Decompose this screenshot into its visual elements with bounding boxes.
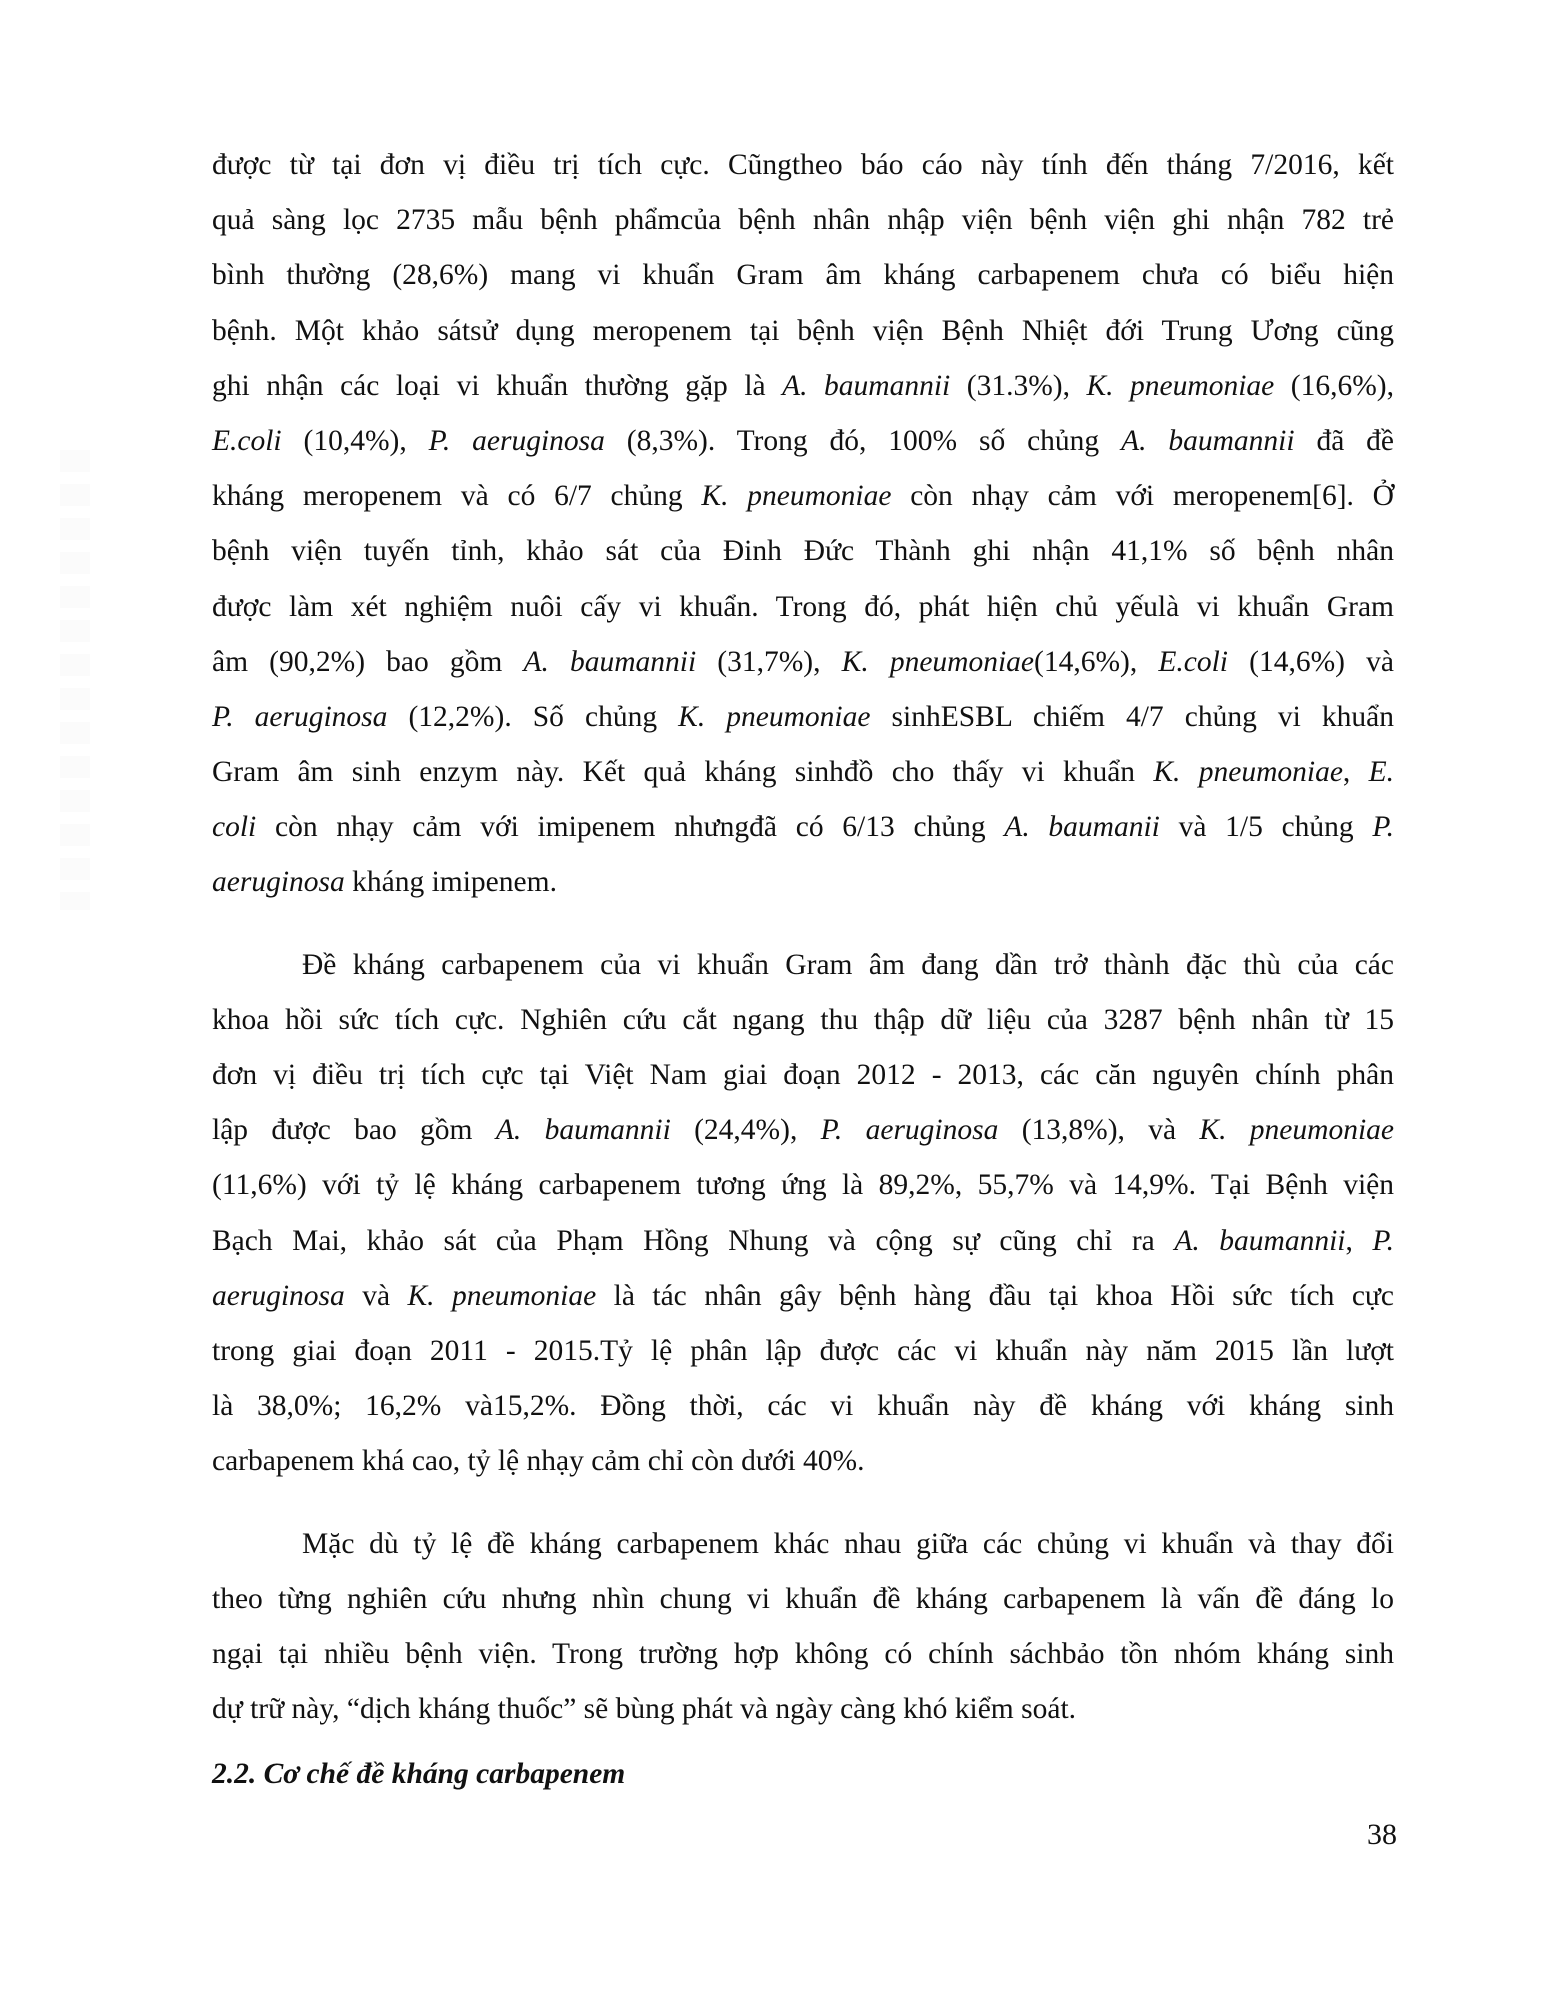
text-run: trong giai đoạn 2011 - 2015.Tỷ lệ phân lập được các vi khuẩn này năm 2015 lần lượt (212, 1334, 1394, 1367)
text-line (212, 138, 1394, 193)
text-line (212, 1379, 1394, 1434)
italic-species-name: P. (1372, 811, 1394, 844)
italic-species-name: E.coli (1158, 645, 1229, 678)
text-line (212, 1517, 1394, 1572)
text-run: Gram âm sinh enzym này. Kết quả kháng sinhđồ cho thấy vi khuẩn (212, 756, 1154, 789)
text-line (212, 1682, 1394, 1737)
text-line (212, 1324, 1394, 1379)
italic-species-name: A. baumannii (495, 1114, 671, 1147)
italic-species-name: A. baumannii (1121, 424, 1295, 457)
text-run: được làm xét nghiệm nuôi cấy vi khuẩn. Trong đó, phát hiện chủ yếulà vi khuẩn Gram (212, 590, 1394, 623)
italic-species-name: aeruginosa (212, 1279, 345, 1312)
text-run: , (1342, 756, 1369, 789)
paragraphs-container (212, 138, 1394, 1737)
section-heading: 2.2. Cơ chế đề kháng carbapenem (212, 1758, 626, 1791)
text-run: bình thường (28,6%) mang vi khuẩn Gram âm kháng carbapenem chưa có biểu hiện (212, 259, 1394, 292)
text-run: quả sàng lọc 2735 mẫu bệnh phẩmcủa bệnh nhân nhập viện bệnh viện ghi nhận 782 trẻ (212, 204, 1394, 237)
italic-species-name: A. baumannii (523, 645, 697, 678)
italic-species-name: K. pneumoniae (407, 1279, 597, 1312)
text-line (212, 800, 1394, 855)
body-text (212, 138, 1394, 1802)
text-line (212, 193, 1394, 248)
text-run: (13,8%), và (998, 1114, 1200, 1147)
text-run: kháng meropenem và có 6/7 chủng (212, 480, 702, 513)
italic-species-name: aeruginosa (212, 866, 345, 899)
italic-species-name: coli (212, 811, 257, 844)
italic-species-name: K. pneumoniae (701, 480, 892, 513)
text-run: (24,4%), (670, 1114, 821, 1147)
text-line (212, 1103, 1394, 1158)
text-line (212, 359, 1394, 414)
paragraph (212, 1517, 1394, 1738)
italic-species-name: P. aeruginosa (820, 1114, 999, 1147)
text-run: (8,3%). Trong đó, 100% số chủng (604, 424, 1122, 457)
text-run: và 1/5 chủng (1159, 811, 1373, 844)
text-run: đơn vị điều trị tích cực tại Việt Nam giai đoạn 2012 - 2013, các căn nguyên chính phân (212, 1059, 1394, 1091)
text-run: Mặc dù tỷ lệ đề kháng carbapenem khác nhau giữa các chủng vi khuẩn và thay đổi (302, 1527, 1394, 1560)
text-line (212, 469, 1394, 524)
text-run: lập được bao gồm (212, 1114, 496, 1147)
text-line (212, 248, 1394, 303)
text-line (212, 1269, 1394, 1324)
text-line (212, 1572, 1394, 1627)
paragraph (212, 938, 1394, 1490)
text-run: dự trữ này, “dịch kháng thuốc” sẽ bùng phát và ngày càng khó kiểm soát. (212, 1693, 1077, 1726)
italic-species-name: K. pneumoniae (1199, 1114, 1394, 1147)
text-run: âm (90,2%) bao gồm (212, 645, 524, 678)
text-line (212, 635, 1394, 690)
italic-species-name: K. pneumoniae (678, 700, 871, 733)
text-run: (16,6%), (1274, 369, 1394, 402)
text-run: , (1345, 1224, 1373, 1257)
text-line (212, 1434, 1394, 1489)
text-line (212, 938, 1394, 993)
text-run: (11,6%) với tỷ lệ kháng carbapenem tương ứng là 89,2%, 55,7% và 14,9%. Tại Bệnh viện (212, 1169, 1394, 1202)
text-run: carbapenem khá cao, tỷ lệ nhạy cảm chỉ còn dưới 40%. (212, 1445, 865, 1478)
italic-species-name: P. (1372, 1224, 1395, 1257)
text-line (212, 993, 1394, 1048)
text-run: Đề kháng carbapenem của vi khuẩn Gram âm đang dần trở thành đặc thù của các (302, 948, 1394, 981)
text-run: khoa hồi sức tích cực. Nghiên cứu cắt ngang thu thập dữ liệu của 3287 bệnh nhân từ 15 (212, 1003, 1394, 1036)
italic-species-name: A. baumannii (782, 369, 951, 402)
text-run: còn nhạy cảm với meropenem[6]. Ở (891, 480, 1394, 513)
italic-species-name: K. pneumoniae (841, 645, 1035, 678)
text-line (212, 855, 1394, 910)
text-run: (12,2%). Số chủng (387, 700, 679, 733)
text-line (212, 1048, 1394, 1103)
italic-species-name: E. (1368, 756, 1395, 789)
italic-species-name: K. pneumoniae (1153, 756, 1343, 789)
text-line (212, 304, 1394, 359)
page-number: 38 (1367, 1818, 1397, 1851)
text-run: còn nhạy cảm với imipenem nhưngđã có 6/13 chủng (256, 811, 1005, 844)
text-run: đã đề (1294, 424, 1395, 457)
text-run: và (344, 1279, 408, 1312)
text-line (212, 524, 1394, 579)
text-run: (14,6%), (1034, 645, 1159, 678)
text-run: kháng imipenem. (344, 866, 557, 899)
italic-species-name: P. aeruginosa (428, 424, 605, 457)
text-line (212, 745, 1394, 800)
text-run: theo từng nghiên cứu nhưng nhìn chung vi khuẩn đề kháng carbapenem là vấn đề đáng lo (212, 1582, 1394, 1615)
text-run: bệnh viện tuyến tỉnh, khảo sát của Đinh Đức Thành ghi nhận 41,1% số bệnh nhân (212, 535, 1394, 568)
italic-species-name: P. aeruginosa (212, 700, 388, 733)
text-line (212, 1627, 1394, 1682)
text-run: được từ tại đơn vị điều trị tích cực. Cũngtheo báo cáo này tính đến tháng 7/2016, kết (212, 149, 1394, 181)
text-run: là 38,0%; 16,2% và15,2%. Đồng thời, các vi khuẩn này đề kháng với kháng sinh (212, 1390, 1394, 1423)
text-run: Bạch Mai, khảo sát của Phạm Hồng Nhung và cộng sự cũng chỉ ra (212, 1224, 1175, 1257)
italic-species-name: E.coli (212, 424, 282, 457)
italic-species-name: K. pneumoniae (1086, 369, 1275, 402)
text-line (212, 414, 1394, 469)
text-run: là tác nhân gây bệnh hàng đầu tại khoa Hồi sức tích cực (596, 1279, 1394, 1312)
text-run: (31,7%), (696, 645, 842, 678)
text-line (212, 690, 1394, 745)
text-run: (31.3%), (950, 369, 1087, 402)
text-run: (10,4%), (281, 424, 429, 457)
text-run: ngại tại nhiều bệnh viện. Trong trường hợp không có chính sáchbảo tồn nhóm kháng sinh (212, 1637, 1394, 1670)
text-line (212, 580, 1394, 635)
text-line (212, 1214, 1394, 1269)
text-line (212, 1158, 1394, 1213)
text-run: ghi nhận các loại vi khuẩn thường gặp là (212, 369, 783, 402)
text-run: sinhESBL chiếm 4/7 chủng vi khuẩn (870, 700, 1394, 733)
italic-species-name: A. baumannii (1174, 1224, 1346, 1257)
scan-artifact (60, 450, 90, 910)
text-run: (14,6%) và (1228, 645, 1394, 678)
paragraph (212, 138, 1394, 911)
italic-species-name: A. baumanii (1004, 811, 1160, 844)
text-run: bệnh. Một khảo sátsử dụng meropenem tại bệnh viện Bệnh Nhiệt đới Trung Ương cũng (212, 314, 1394, 347)
